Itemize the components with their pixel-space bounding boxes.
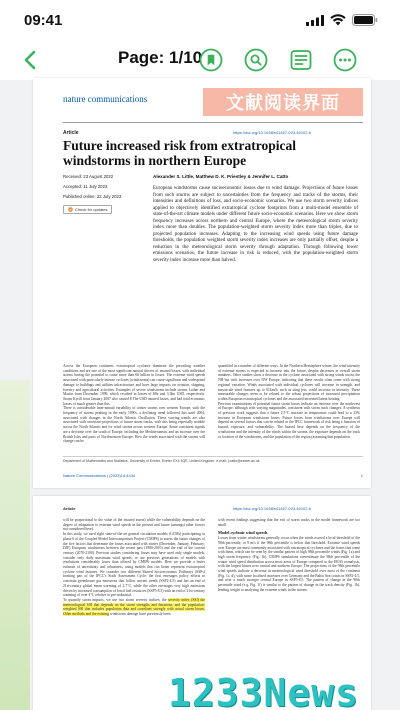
p2-left-text: will be proportional to the value of the insured assets) while the vulnerability depends on the degree of adaptation to extreme wind speeds in the present and future (amongst other factors not considered here). In this study, we used eight state-of-the-art general circulation models (GCMs) participating in phase 6 of the Coupled Model Intercomparison Project (CMIP6) to assess the future changes of the five factors that determine the losses associated with winter (December, January, February; DJF) European windstorms between the recent past (1980-2010) and the end of the current century (2070-2100). Previous studies considering losses may have used only single models, consider only daily maximum wind speeds, or use previous generations of models with resolutions considerably lower than offered by CMIP6 models. Here we provide a better estimate of uncertainty and robustness, using models that can better represent extratropical cyclone wind features. We consider two different Shared Socioeconomic Pathways (SSPs) forming part of the IPCC's Sixth Assessment Cycle: the first envisages policy efforts to constrain greenhouse gas emissions that follow current trends (SSP2-4.5) and has an end of 21st-century global mean warming of 2.7°C, while the other envisages very high emissions driven by increased consumption of fossil fuel resources (SSP5-8.5) with an end of 21st-century warming of over 4°C relative to pre-industrial. To quantify storm impacts, we use two storm severity indices: the <box>63 518 205 602</box>
abstract: European windstorms cause socioeconomic losses due to wind damage. Projections of future losses from such storms are subject to uncertainties from the frequency and tracks of the storms, their intensities and definitions of loss, and socio-economic scenarios. We use two storm severity indices applied to objectively identified extratropical cyclone footprints from a multi-model ensemble of state-of-the-art climate models under different future socio-economic scenarios. Here we show storm frequency increases across northern and central Europe, where the meteorological storm severity index more than doubles. The population-weighted storm severity index more than triples, due to projected population increases. Adapting to the increasing wind speeds using future damage thresholds, the population weighted storm severity index increases are only partially offset, despite a reduction in the meteorological storm severity through adaptation. Through following lower emissions scenarios, the future increase in risk is reduced, with the population-weighted storm severity index increase more than halved. <box>153 186 358 263</box>
authors: Alexander S. Little, Matthew D. K. Priestley & Jennifer L. Catto <box>153 174 289 179</box>
body-column-right: quantified in a number of different ways. In the Northern Hemisphere winter, the wind intensity of extreme storms is expected to increase into the future, despite decreases in overall storm numbers. Other studies show a decrease in the cyclone associated with strong winds across the NH but with increases over NW Europe, indicating that these results often come with strong regional variation. Winds associated with individual cyclones will increase in strength, and mesoscale wind features up to 91km/h, such as sting jets, could increase in intensity. These measurable changes seem to be related to the robust projections of increased precipitation within European extratropical cyclones and the associated increased latent heating. Previous examinations of potential future storm losses indicate an increase over the northwest of Europe, although with varying magnitudes, consistent with storm track changes. A synthesis of previous work suggests that a future 2.5°C increase in temperature could lead to a 23% increase in European windstorm losses. Future losses from windstorms over Europe will depend on several factors that can be related to the IPCC framework of risk being a function of hazard, exposure, and vulnerability. The hazard here depends on the frequency of the windstorms and the intensity of the winds within the storms, the exposure depends on the track or location of the windstorms, and the population of the region (assuming that population <box>218 364 360 439</box>
received-date: Received: 23 August 2022 <box>63 174 114 179</box>
status-time: 09:41 <box>24 11 63 29</box>
status-icons <box>306 14 378 26</box>
watermark: 1233News <box>168 671 360 710</box>
article-title: Future increased risk from extratropical windstorms in northern Europe <box>63 138 296 168</box>
header-rule <box>63 122 363 123</box>
search-button[interactable] <box>243 47 269 73</box>
side-decoration <box>0 380 30 710</box>
check-updates-button[interactable] <box>63 205 112 214</box>
bookmark-button[interactable] <box>198 47 224 73</box>
page-indicator: Page: 1/10 <box>118 48 203 67</box>
journal-name: nature communications <box>63 94 148 104</box>
p2-right-body: Losses from winter windstorms generally occur when the winds exceed a local threshold of the 98th percentile, or 9 m/s if the 98th percentile is below that threshold. Extreme wind speeds over Europe are most commonly associated with extratropical cyclones and the fronts that come with them, which can be seen by the similar pattern of high 98th percentile winds (Fig. 1a) and high storm frequency (Fig. 1b). CMIP6 simulations overestimate the 98th percentile of the winter wind speed distribution across most areas of Europe compared to the ERA5 reanalysis, with the largest biases over central and northern Europe. The projections of the 98th percentile wind speeds indicate a decrease in meteorological wind threshold over most of the continent (Fig. 1c, d), with some localised increases over Germany and the Baltic Sea coasts in SSP2-4.5, and over a much stronger central Europe in SSP5-8.5. The pattern of change in the 98th percentile wind (e.g. Fig. 1f) is similar to the pattern of change in the track density (Fig. 1h), lending weight to analysing the extreme winds in the storms. <box>218 536 360 592</box>
section-heading: Model cyclonic wind speeds <box>218 530 268 536</box>
footer-citation: Nature Communications | (2023)14:4434 <box>63 473 136 478</box>
footnote-rule <box>63 456 363 457</box>
status-bar <box>0 0 400 40</box>
p2-column-right <box>218 518 360 593</box>
outline-icon <box>289 48 313 72</box>
doi-link[interactable]: https://doi.org/10.1038/s41467-023-40102-6 <box>233 130 312 135</box>
chevron-left-icon <box>23 50 37 70</box>
back-button[interactable] <box>16 46 44 74</box>
footer-page-number: 1 <box>360 473 363 478</box>
overlay-banner: 文献阅读界面 <box>203 88 363 116</box>
page-footer <box>63 473 363 478</box>
bookmark-icon <box>199 48 223 72</box>
highlighted-passage[interactable]: severity index (SSI) the meteorological SSI that depends on the storm strengths and durations, and the population-weighted SSI that includes population data and correlates strongly with actual storm losses. Other methods and the existing <box>63 597 206 617</box>
p2-doi-link[interactable]: https://doi.org/10.1038/s41467-023-40102-6 <box>233 506 312 511</box>
reader-toolbar <box>0 42 400 78</box>
body-column-left: Across the European continent, extratropical cyclones dominate the prevailing weather conditions and are one of the most significant natural drivers of insured losses, with individual storms having the potential to cause more than €6 billion in losses. The extreme wind speeds associated with particularly intense cyclones (windstorms) can cause significant and widespread damage to buildings and utilities infrastructure and have large impacts on aviation, shipping, forestry and agricultural activities. Examples of severe windstorms include storms Lothar and Martin from December 1999, which resulted in losses of $8e and 3.3bn USD, respectively. Storm Kyrill from January 2007 also caused $ The USD insured losses, and had total economic losses of much greater than this. There is considerable inter-annual variability of winter storms over western Europe, with the frequency of storms peaking in the early 1990s, a declining trend followed this until 2004, associated with changes in the North Atlantic Oscillation. These varying trends are also associated with uncertain projections of future storm tracks, with this being especially notable across the North Atlantic and for wind storms across western Europe. Some consistent signals are a decrease over the south of Europe, including the Mediterranean, and an increase over the British Isles and parts of Northwestern Europe. How the winds associated with the storms will change can be <box>63 364 205 444</box>
published-date: Published online: 22 July 2023 <box>63 194 122 199</box>
signal-icon <box>306 15 324 26</box>
outline-button[interactable] <box>288 47 314 73</box>
wifi-icon <box>330 14 346 26</box>
more-button[interactable] <box>332 47 358 73</box>
check-updates-label: Check for updates <box>75 207 108 212</box>
pdf-page-1[interactable] <box>33 78 371 488</box>
p2-right-intro: with recent findings suggesting that the exit of storm tracks in the model framework are too small. <box>218 518 360 527</box>
battery-icon <box>352 14 378 26</box>
p2-column-left <box>63 518 205 617</box>
footnote: Department of Mathematics and Statistics, University of Exeter, Exeter EX4 4QE, United Kingdom. e-mail: j.catto@exeter.ac.uk <box>63 459 260 463</box>
check-updates-icon <box>68 207 73 212</box>
article-label: Article <box>63 130 79 136</box>
accepted-date: Accepted: 11 July 2023 <box>63 184 108 189</box>
p2-left-tail: windstorm damage have previously been <box>109 612 171 617</box>
search-icon <box>244 48 268 72</box>
more-icon <box>333 48 357 72</box>
p2-article-label: Article <box>63 506 76 511</box>
